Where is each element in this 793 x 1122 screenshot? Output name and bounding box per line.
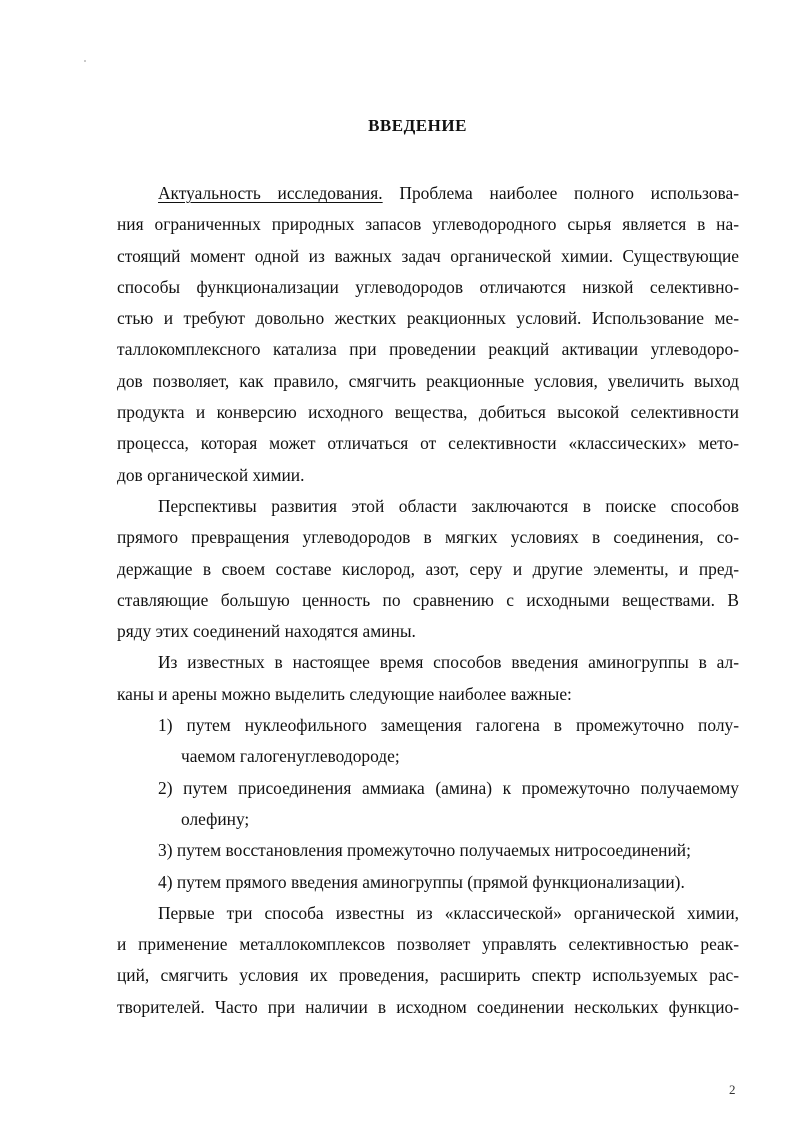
relevance-heading: Актуальность исследования. [158, 183, 383, 203]
text-line [117, 178, 739, 209]
methods-list [117, 710, 739, 898]
text-line: продукта и конверсию исходного вещества, добиться высокой селективности [117, 402, 739, 423]
text-line: дов позволяет, как правило, смягчить реакционные условия, увеличить выход [117, 370, 739, 391]
scan-speck [84, 60, 86, 62]
text-line: прямого превращения углеводородов в мягких условиях в соединения, со- [117, 527, 739, 548]
text-line: процесса, которая может отличаться от селективности «классических» мето- [117, 433, 739, 454]
text-line: ряду этих соединений находятся амины. [117, 621, 416, 642]
paragraph-relevance [117, 178, 739, 491]
text-line: Из известных в настоящее время способов введения аминогруппы в ал- [158, 652, 739, 673]
paragraph-prospects [117, 491, 739, 647]
list-item-1-continuation: чаемом галогенуглеводороде; [181, 746, 400, 767]
text-line: Перспективы развития этой области заключаются в поиске способов [158, 495, 739, 516]
text-line-rest: Проблема наиболее полного использова- [382, 183, 739, 203]
text-line: и применение металлокомплексов позволяет управлять селективностью реак- [117, 934, 739, 955]
list-item-1: 1) путем нуклеофильного замещения галогена в промежуточно полу- [158, 715, 739, 736]
text-line: способы функционализации углеводородов отличаются низкой селективно- [117, 276, 739, 297]
text-line: дов органической химии. [117, 464, 305, 485]
paragraph-methods [117, 647, 739, 710]
list-item-4: 4) путем прямого введения аминогруппы (прямой функционализации). [158, 871, 685, 892]
list-item-3: 3) путем восстановления промежуточно получаемых нитросоединений; [158, 840, 691, 861]
text-line: стью и требуют довольно жестких реакционных условий. Использование ме- [117, 308, 739, 329]
text-line: таллокомплексного катализа при проведении реакций активации углеводоро- [117, 339, 739, 360]
text-line: ций, смягчить условия их проведения, расширить спектр используемых рас- [117, 965, 739, 986]
list-item-2-continuation: олефину; [181, 808, 250, 829]
text-line: ния ограниченных природных запасов углеводородного сырья является в на- [117, 214, 739, 235]
text-line: Первые три способа известны из «классической» органической химии, [158, 902, 739, 923]
section-title: ВВЕДЕНИЕ [368, 116, 467, 135]
list-item-2: 2) путем присоединения аммиака (амина) к промежуточно получаемому [158, 777, 739, 798]
body-text [117, 178, 739, 1023]
paragraph-classic-methods [117, 898, 739, 1023]
text-line: каны и арены можно выделить следующие наиболее важные: [117, 683, 572, 704]
text-line: творителей. Часто при наличии в исходном соединении нескольких функцио- [117, 996, 739, 1017]
text-line: держащие в своем составе кислород, азот, серу и другие элементы, и пред- [117, 558, 739, 579]
page-number: 2 [729, 1082, 736, 1097]
text-line: ставляющие большую ценность по сравнению с исходными веществами. В [117, 589, 739, 610]
text-line: стоящий момент одной из важных задач органической химии. Существующие [117, 245, 739, 266]
